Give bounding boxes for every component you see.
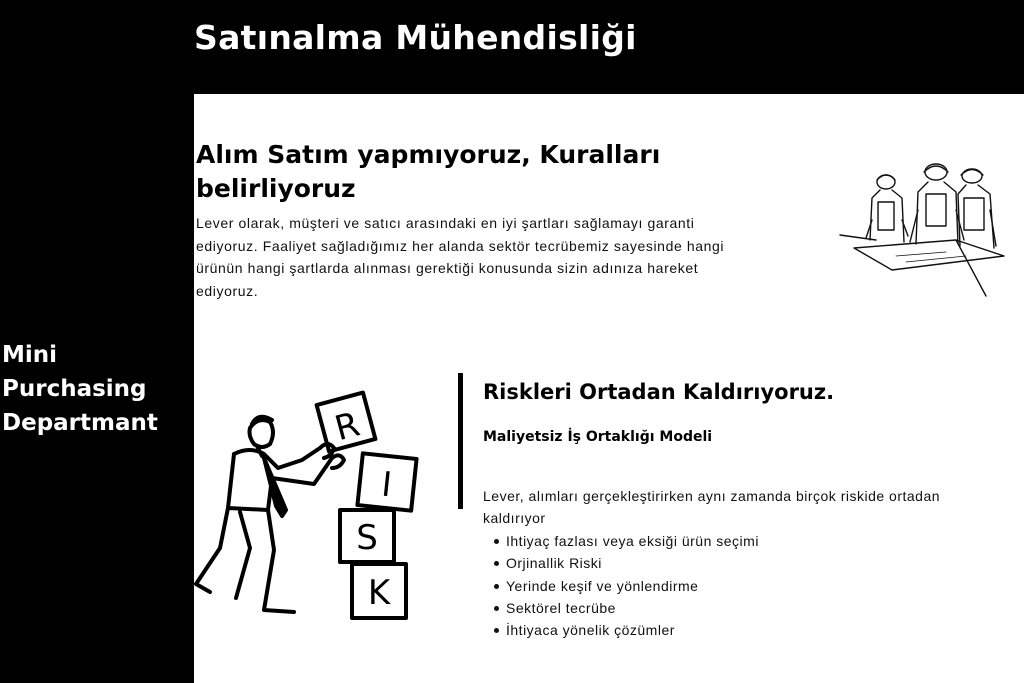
risk-block-k	[352, 564, 406, 618]
section2-intro: Lever, alımları gerçekleştirirken aynı zamanda birçok riskide ortadan kaldırıyor	[483, 488, 941, 526]
section2-heading: Riskleri Ortadan Kaldırıyoruz.	[483, 380, 835, 404]
sidebar-label	[2, 338, 194, 440]
section1-heading: Alım Satım yapmıyoruz, Kuralları belirliyoruz	[196, 140, 661, 203]
risk-list	[483, 530, 759, 641]
svg-text:S: S	[356, 518, 378, 558]
sidebar-label-line: Mini	[2, 342, 58, 368]
list-item: İhtiyaca yönelik çözümler	[483, 619, 759, 641]
section1-body: Lever olarak, müşteri ve satıcı arasındaki en iyi şartları sağlamayı garanti ediyoruz. Faaliyet sağladığımız her alanda sektör tecrübemiz sayesinde hangi ürünün hangi şartlarda alınması gerektiği konusunda sizin adınıza hareket ediyoruz.	[196, 215, 725, 299]
section-divider	[458, 373, 463, 509]
list-item: Orjinallik Riski	[483, 552, 759, 574]
man-stacking-risk-blocks-icon	[192, 388, 422, 624]
list-item: Ihtiyaç fazlası veya eksiği ürün seçimi	[483, 530, 759, 552]
list-item: Sektörel tecrübe	[483, 597, 759, 619]
list-item: Yerinde keşif ve yönlendirme	[483, 575, 759, 597]
risk-block-s	[340, 510, 394, 562]
engineers-reviewing-blueprint-icon	[836, 160, 1016, 300]
page-title: Satınalma Mühendisliği	[194, 18, 637, 57]
sidebar-label-line: Departmant	[2, 410, 158, 436]
svg-text:K: K	[367, 573, 391, 613]
svg-text:I: I	[379, 464, 394, 506]
sidebar-label-line: Purchasing	[2, 376, 147, 402]
section2-subheading: Maliyetsiz İş Ortaklığı Modeli	[483, 429, 713, 445]
svg-text:R: R	[330, 404, 364, 450]
risk-block-i	[357, 453, 416, 510]
